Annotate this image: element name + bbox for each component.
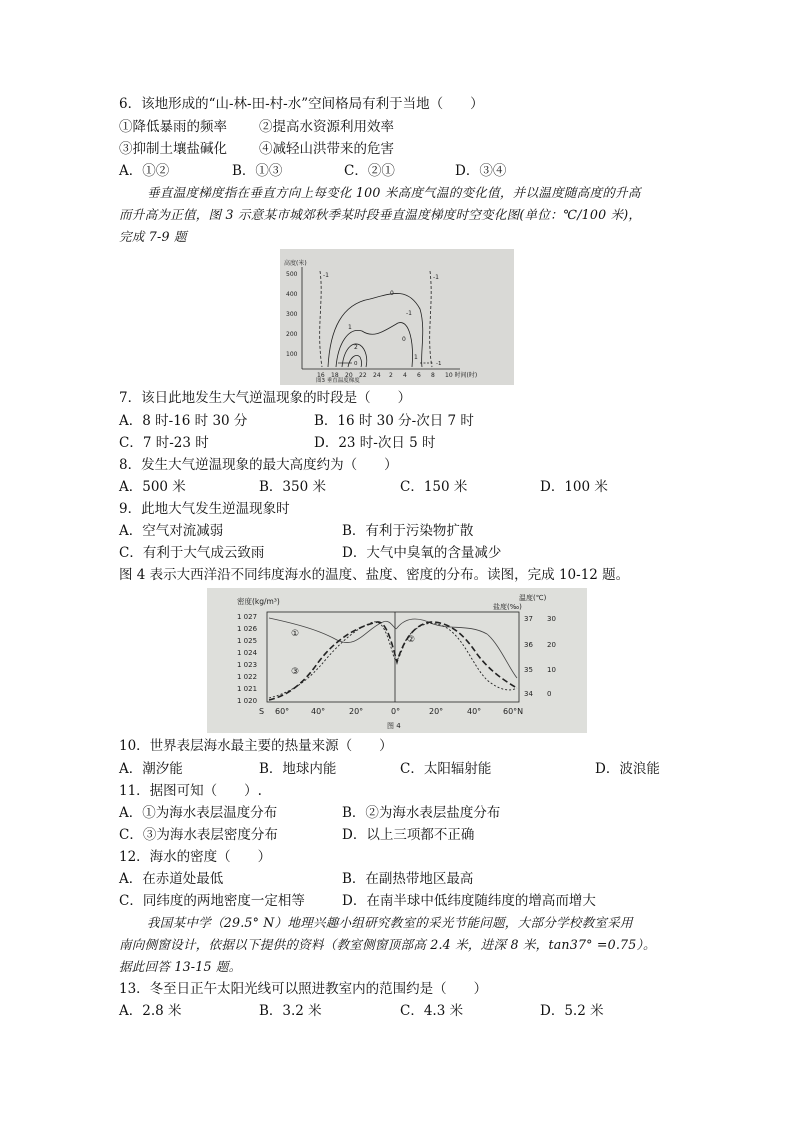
fig3-iso-label: -1 bbox=[433, 274, 439, 281]
q6-option-b: B．①③ bbox=[232, 163, 283, 179]
fig3-xtick: 8 bbox=[431, 372, 435, 379]
q11-option-c: C．③为海水表层密度分布 bbox=[119, 827, 278, 843]
fig3-legend-a: 0 bbox=[354, 361, 358, 367]
q8-option-a: A．500 米 bbox=[119, 479, 186, 495]
fig3-xlabel: 10 时间(时) bbox=[445, 372, 478, 379]
fig3-isoline bbox=[320, 271, 322, 367]
fig4-ytick-temp: 0 bbox=[547, 690, 552, 698]
fig4-ytick-left: 1 026 bbox=[237, 625, 258, 633]
q13-option-c: C．4.3 米 bbox=[400, 1003, 464, 1019]
q11-stem: 11．据图可知（ ）. bbox=[119, 783, 262, 799]
fig3-xtick: 2 bbox=[389, 372, 393, 379]
fig3-iso-label: -1 bbox=[323, 272, 329, 279]
fig3-ytick: 200 bbox=[286, 331, 298, 338]
fig4-xtick: S bbox=[259, 707, 265, 716]
fig4-mark: ③ bbox=[291, 667, 300, 677]
fig4-xtick: 0° bbox=[391, 707, 401, 716]
fig4-ytick-temp: 30 bbox=[547, 615, 556, 623]
fig3-xtick: 16 bbox=[317, 372, 325, 379]
q9-option-c: C．有利于大气成云致雨 bbox=[119, 545, 265, 561]
fig3-ytick: 300 bbox=[286, 311, 298, 318]
fig4-ytick-left: 1 025 bbox=[237, 637, 258, 645]
fig3-xtick: 24 bbox=[373, 372, 381, 379]
fig4-caption: 图 4 bbox=[387, 722, 401, 730]
fig3-iso-label: 1 bbox=[348, 324, 352, 331]
q7-option-c: C．7 时-23 时 bbox=[119, 435, 209, 451]
q13-option-b: B．3.2 米 bbox=[259, 1003, 322, 1019]
q7-option-d: D．23 时-次日 5 时 bbox=[314, 435, 436, 451]
q6-option-a: A．①② bbox=[119, 163, 170, 179]
q8-stem: 8．发生大气逆温现象的最大高度约为（ ） bbox=[119, 457, 398, 473]
q13-option-d: D．5.2 米 bbox=[540, 1003, 604, 1019]
intro13-line2: 南向侧窗设计，依据以下提供的资料（教室侧窗顶部高 2.4 米，进深 8 米，tan37° =0.75）。 bbox=[119, 937, 656, 952]
q9-option-d: D．大气中臭氧的含量减少 bbox=[342, 545, 502, 561]
fig4-ytick-left: 1 022 bbox=[237, 673, 258, 681]
fig4-ylabel-density: 密度(kg/m³) bbox=[237, 597, 280, 606]
q10-stem: 10．世界表层海水最主要的热量来源（ ） bbox=[119, 738, 393, 754]
fig3-caption: 图3 垂直温度梯度 bbox=[316, 378, 360, 384]
q8-option-d: D．100 米 bbox=[540, 479, 608, 495]
fig4-ylabel-temp: 温度(℃) bbox=[519, 594, 547, 602]
q8-option-b: B．350 米 bbox=[259, 479, 326, 495]
fig4-ytick-left: 1 021 bbox=[237, 685, 258, 693]
intro7-line3: 完成 7-9 题 bbox=[119, 229, 187, 244]
fig3-iso-label: 1 bbox=[414, 354, 418, 361]
fig3-iso-label: 0 bbox=[390, 290, 394, 297]
fig4-ytick-left: 1 020 bbox=[237, 697, 258, 705]
fig4-ytick-sal: 37 bbox=[524, 615, 533, 623]
q10-option-d: D．波浪能 bbox=[595, 761, 660, 777]
q13-stem: 13．冬至日正午太阳光线可以照进教室内的范围约是（ ） bbox=[119, 981, 488, 997]
q12-option-b: B．在副热带地区最高 bbox=[342, 871, 474, 887]
q6-option-c: C．②① bbox=[344, 163, 395, 179]
q12-option-d: D．在南半球中低纬度随纬度的增高而增大 bbox=[342, 893, 596, 909]
fig3-ytick: 500 bbox=[286, 271, 298, 278]
fig4-ytick-sal: 36 bbox=[524, 641, 533, 649]
fig3-ylabel: 高度(米) bbox=[284, 260, 307, 267]
fig4-ytick-sal: 34 bbox=[524, 690, 533, 698]
fig3-isoline bbox=[430, 271, 432, 367]
fig4-ytick-left: 1 027 bbox=[237, 613, 258, 621]
fig4-ytick-sal: 35 bbox=[524, 666, 533, 674]
fig3-iso-label: 0 bbox=[402, 336, 406, 343]
fig3-xtick: 20 bbox=[345, 372, 353, 379]
fig3-iso-label: 2 bbox=[354, 344, 358, 351]
q6-sub1: ①降低暴雨的频率 bbox=[119, 119, 227, 135]
q7-stem: 7．该日此地发生大气逆温现象的时段是（ ） bbox=[119, 390, 412, 406]
fig4-ylabel-sal: 盐度(‰) bbox=[493, 603, 522, 611]
q6-option-d: D．③④ bbox=[455, 163, 507, 179]
q13-option-a: A．2.8 米 bbox=[119, 1003, 182, 1019]
fig3-ytick: 400 bbox=[286, 291, 298, 298]
fig4-curve-salinity bbox=[269, 618, 517, 678]
fig4-xtick: 40° bbox=[467, 707, 482, 716]
fig4-curve-density bbox=[269, 622, 517, 698]
fig4-xtick: 60° bbox=[275, 707, 290, 716]
fig4-ytick-temp: 10 bbox=[547, 666, 556, 674]
fig4-ytick-left: 1 024 bbox=[237, 649, 258, 657]
q9-option-a: A．空气对流减弱 bbox=[119, 523, 224, 539]
q11-option-d: D．以上三项都不正确 bbox=[342, 827, 475, 843]
figure-4 bbox=[207, 588, 587, 733]
fig3-legend-b: -1 bbox=[436, 361, 442, 367]
q7-option-a: A．8 时-16 时 30 分 bbox=[119, 413, 248, 429]
fig4-xtick: 20° bbox=[429, 707, 444, 716]
q11-option-b: B．②为海水表层盐度分布 bbox=[342, 805, 501, 821]
fig3-xtick: 18 bbox=[331, 372, 339, 379]
q6-sub4: ④减轻山洪带来的危害 bbox=[259, 141, 394, 157]
q10-option-b: B．地球内能 bbox=[259, 761, 337, 777]
fig3-xtick: 4 bbox=[403, 372, 407, 379]
figure-3 bbox=[280, 249, 514, 385]
q6-stem: 6．该地形成的“山-林-田-村-水”空间格局有利于当地（ ） bbox=[119, 96, 484, 112]
fig4-ytick-left: 1 023 bbox=[237, 661, 258, 669]
fig4-xtick: 40° bbox=[311, 707, 326, 716]
fig4-curve-temp bbox=[269, 622, 517, 700]
q12-option-a: A．在赤道处最低 bbox=[119, 871, 224, 887]
q9-stem: 9．此地大气发生逆温现象时 bbox=[119, 501, 290, 517]
q7-option-b: B．16 时 30 分-次日 7 时 bbox=[314, 413, 474, 429]
fig4-ytick-temp: 20 bbox=[547, 641, 556, 649]
fig4-mark: ① bbox=[291, 629, 300, 639]
q9-option-b: B．有利于污染物扩散 bbox=[342, 523, 474, 539]
q10-option-a: A．潮汐能 bbox=[119, 761, 183, 777]
fig4-xtick: 60°N bbox=[503, 707, 524, 716]
q12-option-c: C．同纬度的两地密度一定相等 bbox=[119, 893, 305, 909]
fig3-xtick: 6 bbox=[417, 372, 421, 379]
intro7-line2: 而升高为正值，图 3 示意某市城郊秋季某时段垂直温度梯度时空变化图(单位：℃/100 米)， bbox=[119, 207, 642, 222]
fig3-iso-label: -1 bbox=[406, 310, 412, 317]
q11-option-a: A．①为海水表层温度分布 bbox=[119, 805, 278, 821]
intro13-line3: 据此回答 13-15 题。 bbox=[119, 959, 242, 974]
q6-sub2: ②提高水资源利用效率 bbox=[259, 119, 394, 135]
q8-option-c: C．150 米 bbox=[400, 479, 468, 495]
intro7-line1: 垂直温度梯度指在垂直方向上每变化 100 米高度气温的变化值，并以温度随高度的升高 bbox=[147, 185, 641, 200]
intro13-line1: 我国某中学（29.5° N）地理兴趣小组研究教室的采光节能问题，大部分学校教室采用 bbox=[147, 915, 633, 930]
fig4-xtick: 20° bbox=[349, 707, 364, 716]
q6-sub3: ③抑制土壤盐碱化 bbox=[119, 141, 227, 157]
q12-stem: 12．海水的密度（ ） bbox=[119, 849, 272, 865]
q10-option-c: C．太阳辐射能 bbox=[400, 761, 492, 777]
fig3-ytick: 100 bbox=[286, 351, 298, 358]
intro10: 图 4 表示大西洋沿不同纬度海水的温度、盐度、密度的分布。读图，完成 10-12 题。 bbox=[119, 567, 630, 583]
fig3-xtick: 22 bbox=[359, 372, 367, 379]
fig4-mark: ② bbox=[407, 635, 416, 645]
